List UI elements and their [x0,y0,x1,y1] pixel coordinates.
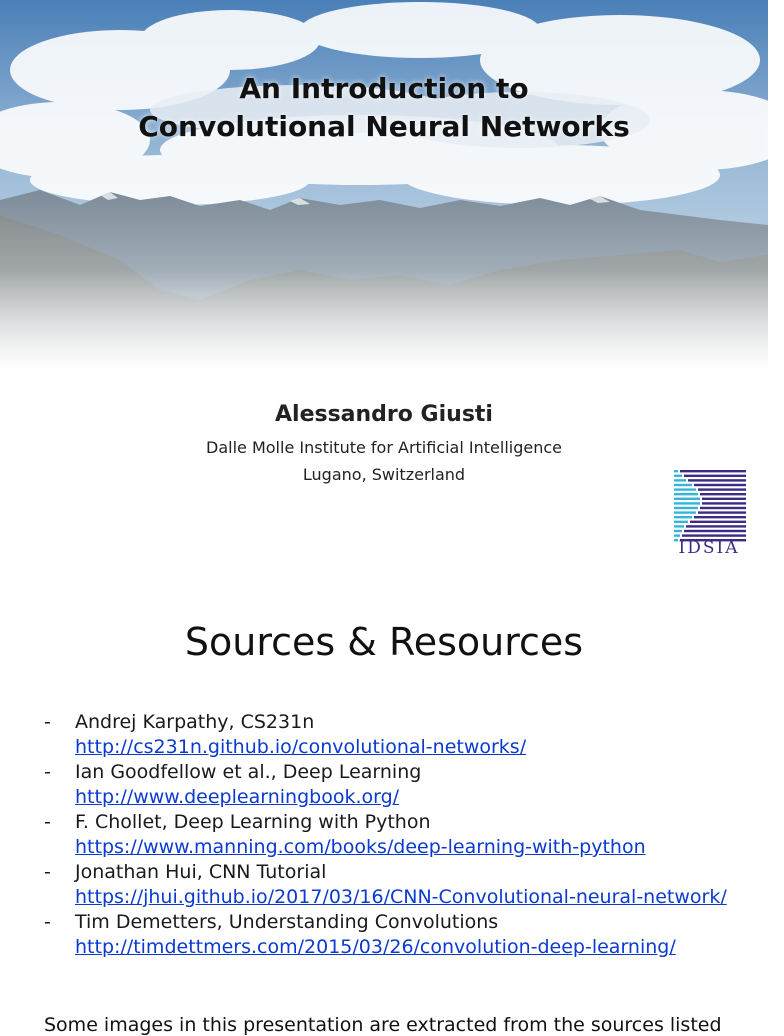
mountain-sky-background [0,0,768,370]
sources-title: Sources & Resources [184,620,584,664]
title-line-1: An Introduction to [239,72,529,105]
list-item [44,760,744,810]
reference-text: Ian Goodfellow et al., Deep Learning [75,761,422,783]
reference-text: Jonathan Hui, CNN Tutorial [75,861,327,883]
reference-text: Andrej Karpathy, CS231n [75,711,315,733]
presentation-title [0,70,768,146]
affiliation-institute: Dalle Molle Institute for Artificial Intelligence [206,438,562,457]
reference-link[interactable]: https://jhui.github.io/2017/03/16/CNN-Convolutional-neural-network/ [75,886,727,908]
reference-link[interactable]: https://www.manning.com/books/deep-learning-with-python [75,836,646,858]
reference-link[interactable]: http://timdettmers.com/2015/03/26/convolution-deep-learning/ [75,936,676,958]
sources-slide [0,576,768,1036]
list-item [44,810,744,860]
affiliation-location: Lugano, Switzerland [302,465,466,484]
reference-link[interactable]: http://www.deeplearningbook.org/ [75,786,400,808]
reference-list [44,710,744,960]
list-item [44,910,744,960]
reference-text: Tim Demetters, Understanding Convolutions [75,911,499,933]
bullet-dash: - [44,861,51,883]
reference-text: F. Chollet, Deep Learning with Python [75,811,431,833]
bullet-dash: - [44,911,51,933]
footnote-text: Some images in this presentation are extracted from the sources listed [44,1014,722,1036]
bullet-dash: - [44,711,51,733]
title-line-2: Convolutional Neural Networks [138,110,630,143]
author-name: Alessandro Giusti [275,402,493,427]
bullet-dash: - [44,761,51,783]
list-item [44,860,744,910]
list-item [44,710,744,760]
bullet-dash: - [44,811,51,833]
reference-link[interactable]: http://cs231n.github.io/convolutional-networks/ [75,736,527,758]
idsia-logo-text: IDSIA [678,538,740,558]
